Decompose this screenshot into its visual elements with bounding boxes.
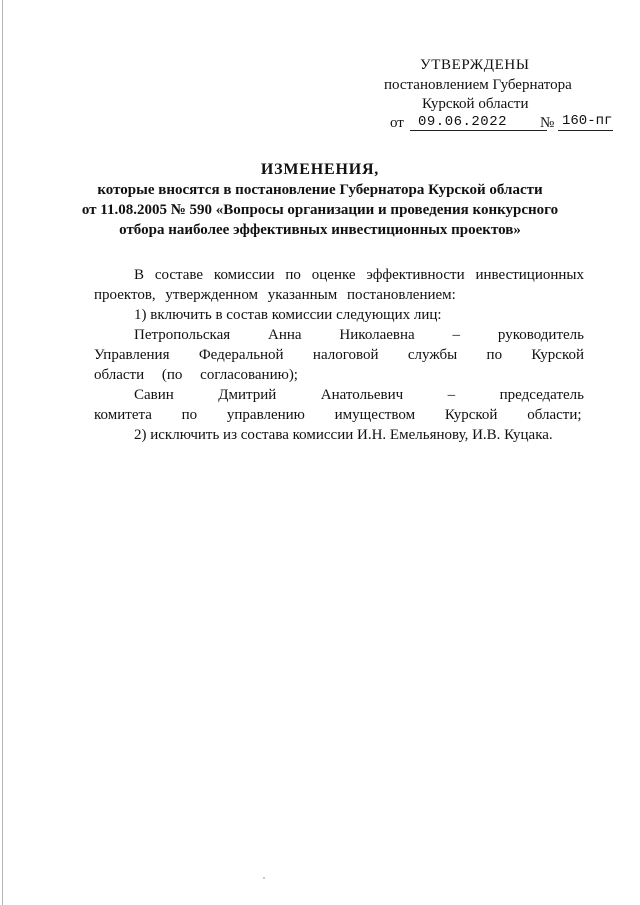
paragraph-include: 1) включить в состав комиссии следующих лиц: [134, 307, 442, 323]
scan-speck [263, 877, 265, 879]
paragraph-exclude: 2) исключить из состава комиссии И.Н. Емельянову, И.В. Куцака. [134, 427, 553, 443]
approval-number-label: № [540, 115, 555, 131]
document-heading [60, 160, 580, 240]
scan-edge-line [2, 0, 3, 905]
approval-number: 160-пг [562, 113, 613, 129]
heading-title: ИЗМЕНЕНИЯ, [260, 161, 380, 178]
paragraph-intro: В составе комиссии по оценке эффективности инвестиционных проектов, утвержденном указанным постановлением: [94, 267, 584, 303]
approval-title: УТВЕРЖДЕНЫ [420, 57, 530, 73]
heading-line-3: отбора наиболее эффективных инвестиционных проектов» [119, 222, 521, 238]
heading-line-1: которые вносятся в постановление Губернатора Курской области [97, 182, 543, 198]
document-body [94, 265, 584, 445]
approval-by: постановлением Губернатора [384, 77, 572, 93]
heading-line-2: от 11.08.2005 № 590 «Вопросы организации и проведения конкурсного [81, 202, 559, 218]
approval-region: Курской области [422, 96, 529, 112]
approval-meta [390, 114, 620, 136]
approval-from-label: от [390, 115, 404, 131]
approval-date: 09.06.2022 [418, 114, 508, 130]
paragraph-member-petropolskaya: Петропольская Анна Николаевна – руководитель Управления Федеральной налоговой службы по Курской области (по согласованию); [94, 327, 584, 383]
paragraph-member-savin: Савин Дмитрий Анатольевич – председатель комитета по управлению имуществом Курской области; [94, 387, 584, 423]
